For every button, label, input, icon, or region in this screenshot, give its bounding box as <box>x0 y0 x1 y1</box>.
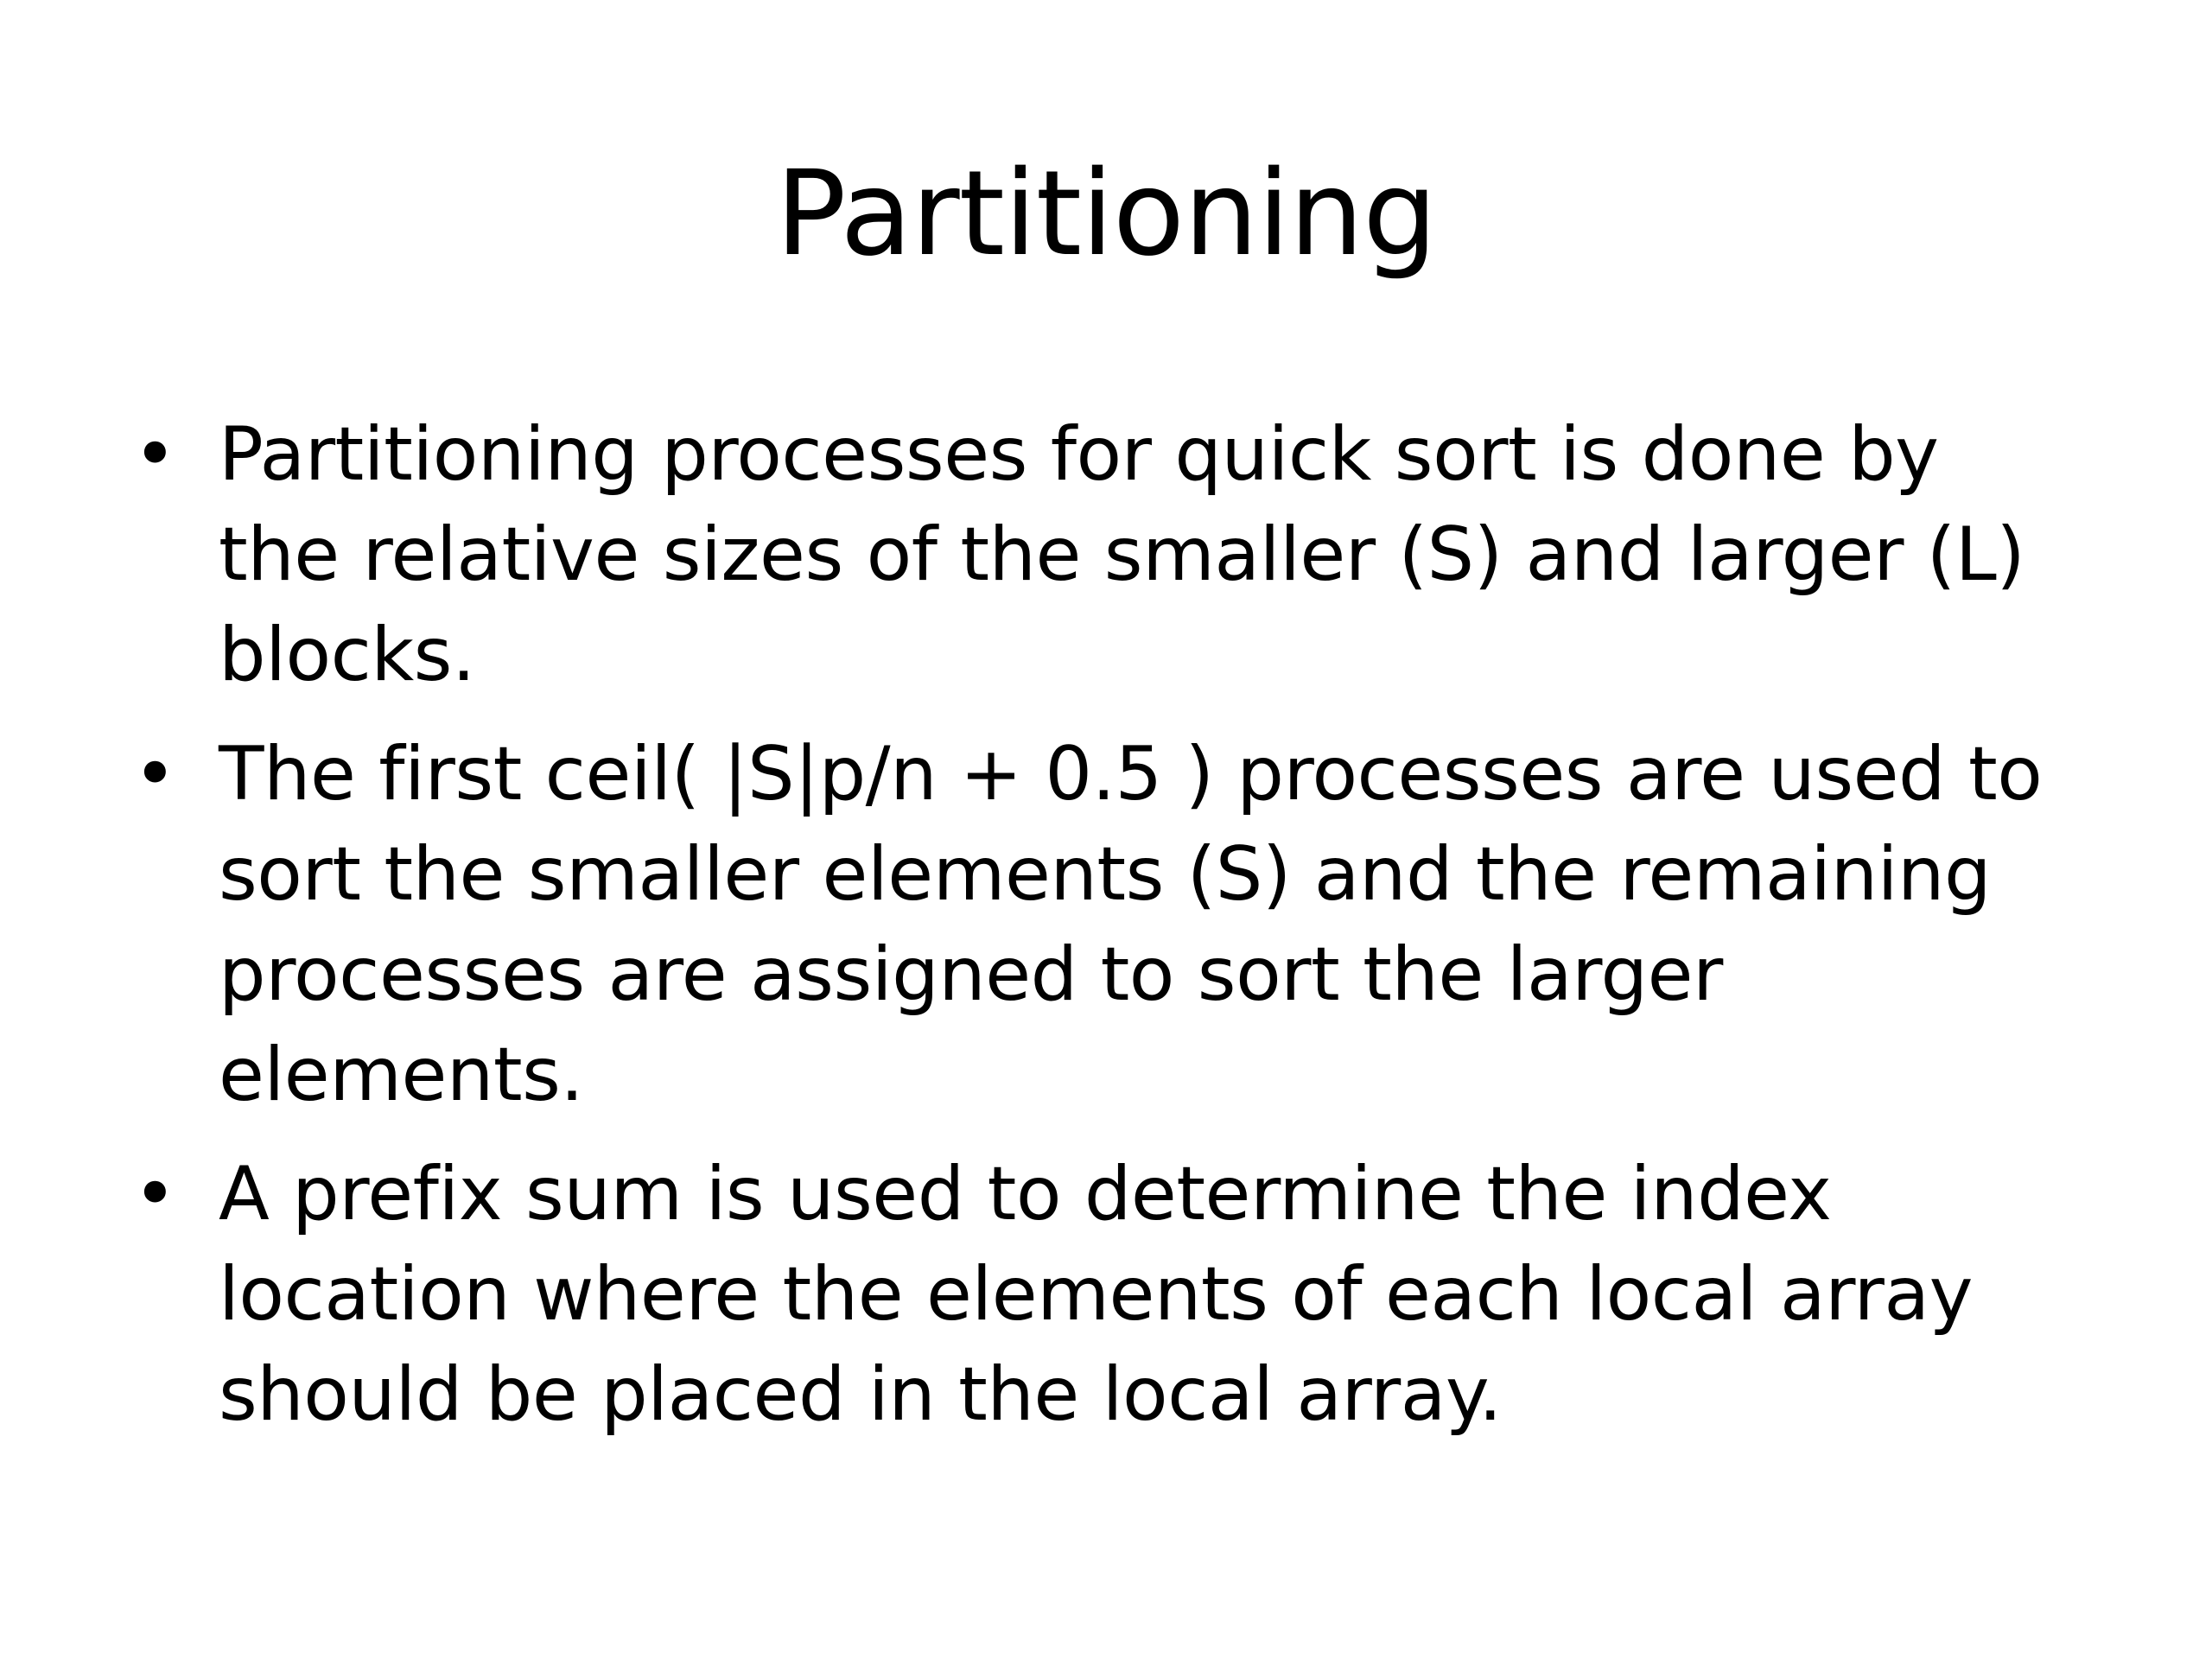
bullet-list <box>0 404 2212 1464</box>
slide-title: Partitioning <box>775 146 1437 283</box>
bullet-item-3 <box>0 1144 2212 1445</box>
bullet-dot-icon: • <box>133 731 177 817</box>
bullet-line: location where the elements of each local array <box>219 1251 1973 1338</box>
bullet-dot-icon: • <box>133 411 177 498</box>
bullet-item-1 <box>0 404 2212 705</box>
bullet-line: the relative sizes of the smaller (S) and larger (L) <box>219 512 2025 598</box>
bullet-line: Partitioning processes for quick sort is done by <box>219 411 1939 498</box>
bullet-line: A prefix sum is used to determine the index <box>219 1151 1832 1237</box>
bullet-dot-icon: • <box>133 1151 177 1237</box>
bullet-line: sort the smaller elements (S) and the remaining <box>219 831 1992 918</box>
bullet-line: blocks. <box>219 612 475 698</box>
bullet-line: processes are assigned to sort the larger <box>219 931 1723 1018</box>
bullet-line: elements. <box>219 1032 584 1118</box>
bullet-line: The first ceil( |S|p/n + 0.5 ) processes are used to <box>219 731 2043 817</box>
bullet-line: should be placed in the local array. <box>219 1351 1502 1438</box>
bullet-item-2 <box>0 724 2212 1125</box>
